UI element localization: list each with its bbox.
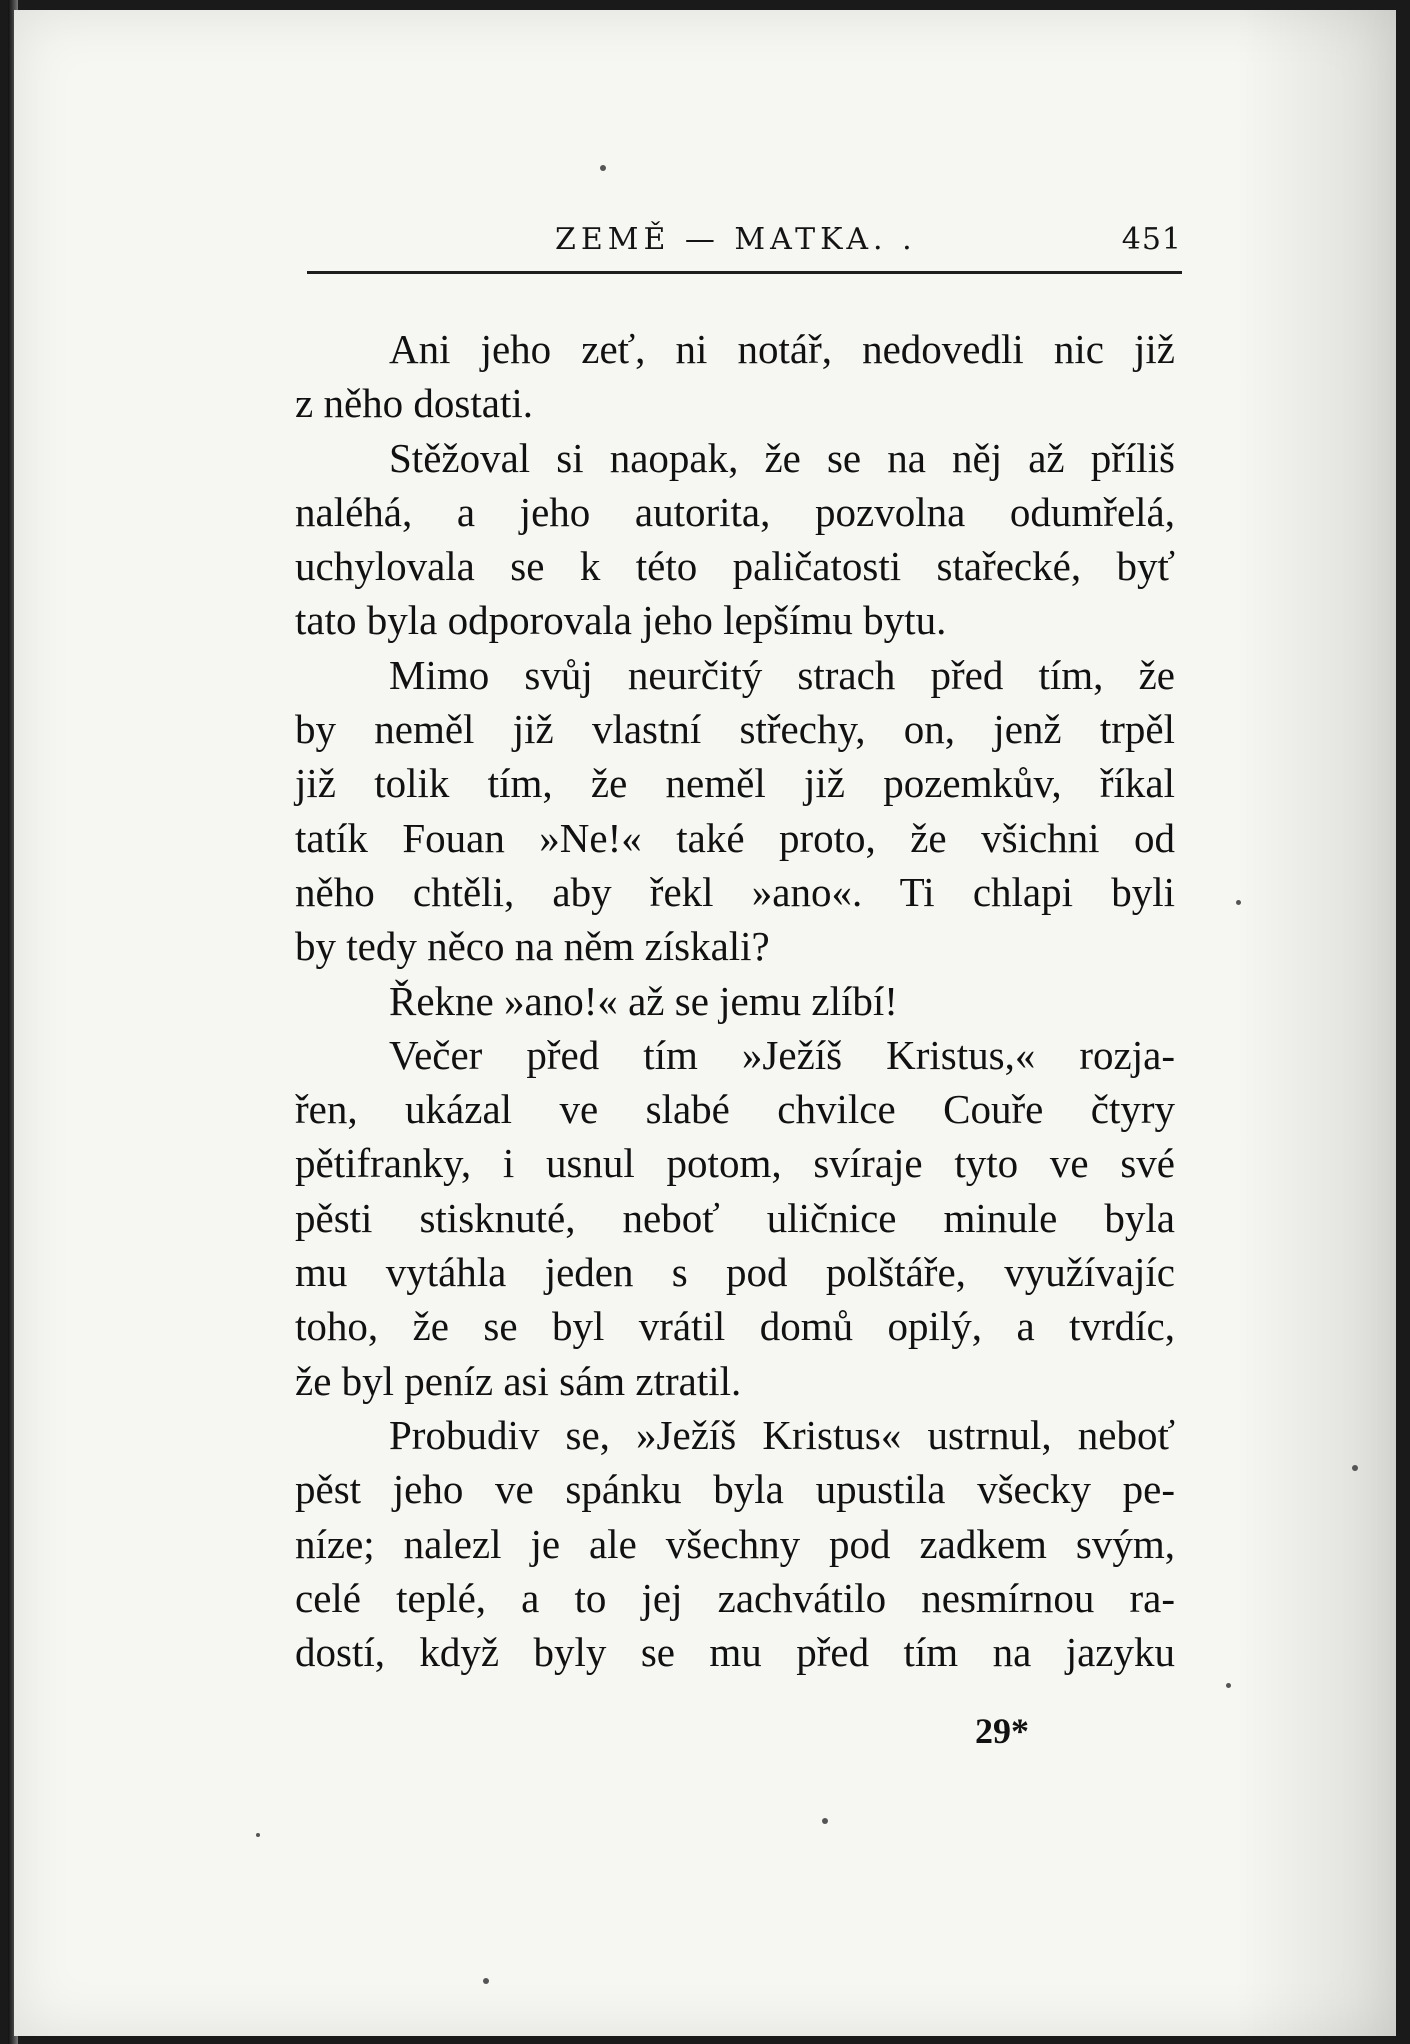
paper-speck xyxy=(1352,1465,1358,1471)
page-number: 451 xyxy=(1121,222,1182,257)
body-text xyxy=(295,322,1175,1679)
page-shadow xyxy=(1236,10,1396,2036)
text-line: Mimo svůj neurčitý strach před tím, že xyxy=(389,651,1175,698)
text-line: Probudiv se, »Ježíš Kristus« ustrnul, neboť xyxy=(389,1411,1175,1458)
paper-speck xyxy=(1236,900,1241,905)
text-line: mu vytáhla jeden s pod polštáře, využívajíc xyxy=(295,1249,1175,1296)
text-line: pěsti stisknuté, neboť uličnice minule byla xyxy=(295,1194,1175,1241)
paper-speck xyxy=(256,1833,260,1837)
running-title: ZEMĚ — MATKA. . xyxy=(555,222,917,257)
text-line: Večer před tím »Ježíš Kristus,« rozja- xyxy=(389,1031,1175,1078)
paper-speck xyxy=(1226,1683,1231,1688)
running-header xyxy=(310,214,1182,274)
paper-speck xyxy=(483,1978,489,1984)
text-line: by neměl již vlastní střechy, on, jenž trpěl xyxy=(295,706,1175,753)
paper-speck xyxy=(822,1818,828,1824)
text-line: toho, že se byl vrátil domů opilý, a tvrdíc, xyxy=(295,1303,1175,1350)
text-line: Stěžoval si naopak, že se na něj až příliš xyxy=(389,434,1175,481)
text-line: pěst jeho ve spánku byla upustila všecky pe- xyxy=(295,1466,1175,1513)
text-line: uchylovala se k této paličatosti stařecké, byť xyxy=(295,543,1175,590)
text-line: že byl peníz asi sám ztratil. xyxy=(295,1357,742,1404)
text-line: z něho dostati. xyxy=(295,380,533,427)
text-line: by tedy něco na něm získali? xyxy=(295,923,770,970)
header-rule xyxy=(307,271,1182,274)
paper-speck xyxy=(600,165,606,171)
text-line: již tolik tím, že neměl již pozemkův, říkal xyxy=(295,760,1175,807)
text-line: níze; nalezl je ale všechny pod zadkem svým, xyxy=(295,1520,1175,1567)
text-line: Ani jeho zeť, ni notář, nedovedli nic již xyxy=(389,326,1175,372)
signature-mark: 29* xyxy=(975,1711,1029,1751)
text-line: něho chtěli, aby řekl »ano«. Ti chlapi byli xyxy=(295,868,1175,915)
text-line: pětifranky, i usnul potom, svíraje tyto ve své xyxy=(295,1140,1175,1187)
text-line: naléhá, a jeho autorita, pozvolna odumřelá, xyxy=(295,488,1175,535)
text-line: Řekne »ano!« až se jemu zlíbí! xyxy=(389,977,898,1024)
text-line: tato byla odporovala jeho lepšímu bytu. xyxy=(295,597,947,644)
text-line: dostí, když byly se mu před tím na jazyku xyxy=(295,1629,1175,1676)
text-line: tatík Fouan »Ne!« také proto, že všichni od xyxy=(295,814,1175,861)
text-line: řen, ukázal ve slabé chvilce Couře čtyry xyxy=(295,1086,1175,1133)
text-line: celé teplé, a to jej zachvátilo nesmírnou ra- xyxy=(295,1574,1175,1621)
